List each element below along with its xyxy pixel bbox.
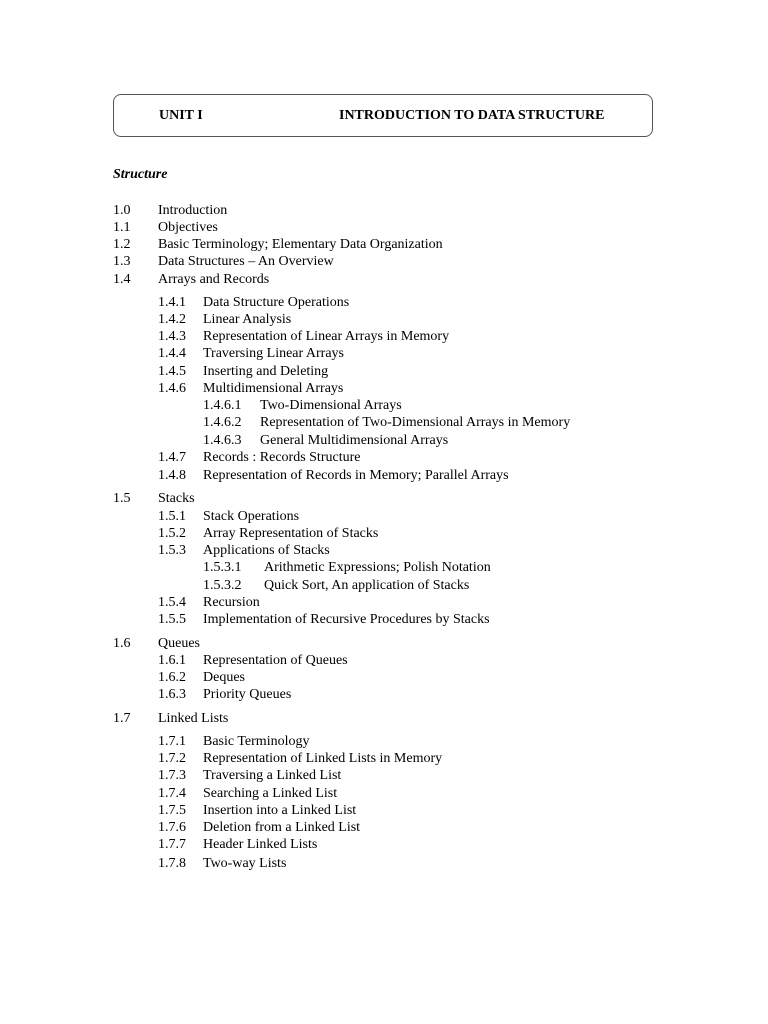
toc-entry-title: Implementation of Recursive Procedures by Stacks	[203, 612, 490, 627]
toc-entry-number: 1.6.1	[158, 653, 186, 668]
toc-entry-title: General Multidimensional Arrays	[260, 433, 449, 448]
toc-entry-number: 1.6.2	[158, 670, 186, 685]
toc-entry-number: 1.4	[113, 272, 131, 287]
toc-entry-title: Two-Dimensional Arrays	[260, 398, 402, 413]
toc-entry-number: 1.5	[113, 491, 131, 506]
toc-entry-title: Basic Terminology; Elementary Data Organization	[158, 237, 443, 252]
toc-entry-number: 1.5.5	[158, 612, 186, 627]
toc-entry-number: 1.4.3	[158, 329, 186, 344]
structure-heading: Structure	[113, 167, 168, 182]
toc-entry-number: 1.1	[113, 220, 131, 235]
toc-entry-number: 1.7.3	[158, 768, 186, 783]
toc-entry-number: 1.4.6	[158, 381, 186, 396]
toc-entry-title: Representation of Linked Lists in Memory	[203, 751, 443, 766]
toc-entry-title: Insertion into a Linked List	[203, 803, 357, 818]
toc-entry-title: Basic Terminology	[203, 734, 310, 749]
toc-entry-number: 1.6.3	[158, 687, 186, 702]
toc-entry-title: Header Linked Lists	[203, 837, 318, 852]
toc-entry-title: Records : Records Structure	[203, 450, 361, 465]
toc-entry-title: Array Representation of Stacks	[203, 526, 379, 541]
toc-entry-number: 1.5.3	[158, 543, 186, 558]
toc-entry-title: Stack Operations	[203, 509, 300, 524]
toc-entry-number: 1.5.1	[158, 509, 186, 524]
toc-entry-number: 1.7.5	[158, 803, 186, 818]
toc-entry-title: Data Structures – An Overview	[158, 254, 334, 269]
toc-entry-title: Inserting and Deleting	[203, 364, 329, 379]
toc-entry-title: Two-way Lists	[203, 856, 287, 871]
toc-entry-title: Traversing a Linked List	[203, 768, 342, 783]
toc-entry-title: Deletion from a Linked List	[203, 820, 361, 835]
toc-entry-title: Deques	[203, 670, 245, 685]
toc-entry-title: Representation of Two-Dimensional Arrays in Memory	[260, 415, 571, 430]
toc-entry-number: 1.4.6.2	[203, 415, 242, 430]
toc-entry-title: Priority Queues	[203, 687, 292, 702]
toc-entry-number: 1.6	[113, 636, 131, 651]
toc-entry-number: 1.5.3.2	[203, 578, 242, 593]
toc-entry-number: 1.7.2	[158, 751, 186, 766]
toc-entry-number: 1.4.1	[158, 295, 186, 310]
toc-entry-number: 1.4.6.1	[203, 398, 242, 413]
toc-entry-title: Queues	[158, 636, 200, 651]
toc-entry-title: Representation of Linear Arrays in Memory	[203, 329, 450, 344]
toc-entry-title: Quick Sort, An application of Stacks	[264, 578, 470, 593]
toc-entry-title: Stacks	[158, 491, 195, 506]
toc-entry-title: Representation of Records in Memory; Parallel Arrays	[203, 468, 509, 483]
toc-entry-number: 1.4.8	[158, 468, 186, 483]
toc-entry-number: 1.0	[113, 203, 131, 218]
toc-entry-title: Linked Lists	[158, 711, 229, 726]
toc-entry-title: Searching a Linked List	[203, 786, 338, 801]
toc-entry-number: 1.2	[113, 237, 131, 252]
toc-entry-title: Representation of Queues	[203, 653, 348, 668]
toc-entry-number: 1.7.1	[158, 734, 186, 749]
toc-entry-number: 1.7.7	[158, 837, 186, 852]
toc-entry-number: 1.4.5	[158, 364, 186, 379]
unit-label: UNIT I	[159, 108, 203, 123]
toc-entry-number: 1.7.8	[158, 856, 186, 871]
toc-entry-title: Data Structure Operations	[203, 295, 350, 310]
toc-entry-title: Recursion	[203, 595, 260, 610]
toc-entry-title: Multidimensional Arrays	[203, 381, 344, 396]
toc-entry-title: Objectives	[158, 220, 218, 235]
toc-entry-number: 1.5.2	[158, 526, 186, 541]
toc-entry-number: 1.5.4	[158, 595, 186, 610]
unit-title: INTRODUCTION TO DATA STRUCTURE	[339, 108, 605, 123]
toc-entry-number: 1.4.6.3	[203, 433, 242, 448]
toc-entry-number: 1.5.3.1	[203, 560, 242, 575]
toc-entry-title: Arithmetic Expressions; Polish Notation	[264, 560, 491, 575]
toc-entry-title: Arrays and Records	[158, 272, 270, 287]
toc-entry-number: 1.4.7	[158, 450, 186, 465]
toc-entry-title: Linear Analysis	[203, 312, 292, 327]
toc-entry-number: 1.4.4	[158, 346, 186, 361]
toc-entry-title: Applications of Stacks	[203, 543, 330, 558]
toc-entry-number: 1.7	[113, 711, 131, 726]
toc-entry-number: 1.3	[113, 254, 131, 269]
toc-entry-title: Traversing Linear Arrays	[203, 346, 345, 361]
toc-entry-number: 1.7.6	[158, 820, 186, 835]
toc-entry-number: 1.7.4	[158, 786, 186, 801]
toc-entry-title: Introduction	[158, 203, 228, 218]
toc-entry-number: 1.4.2	[158, 312, 186, 327]
